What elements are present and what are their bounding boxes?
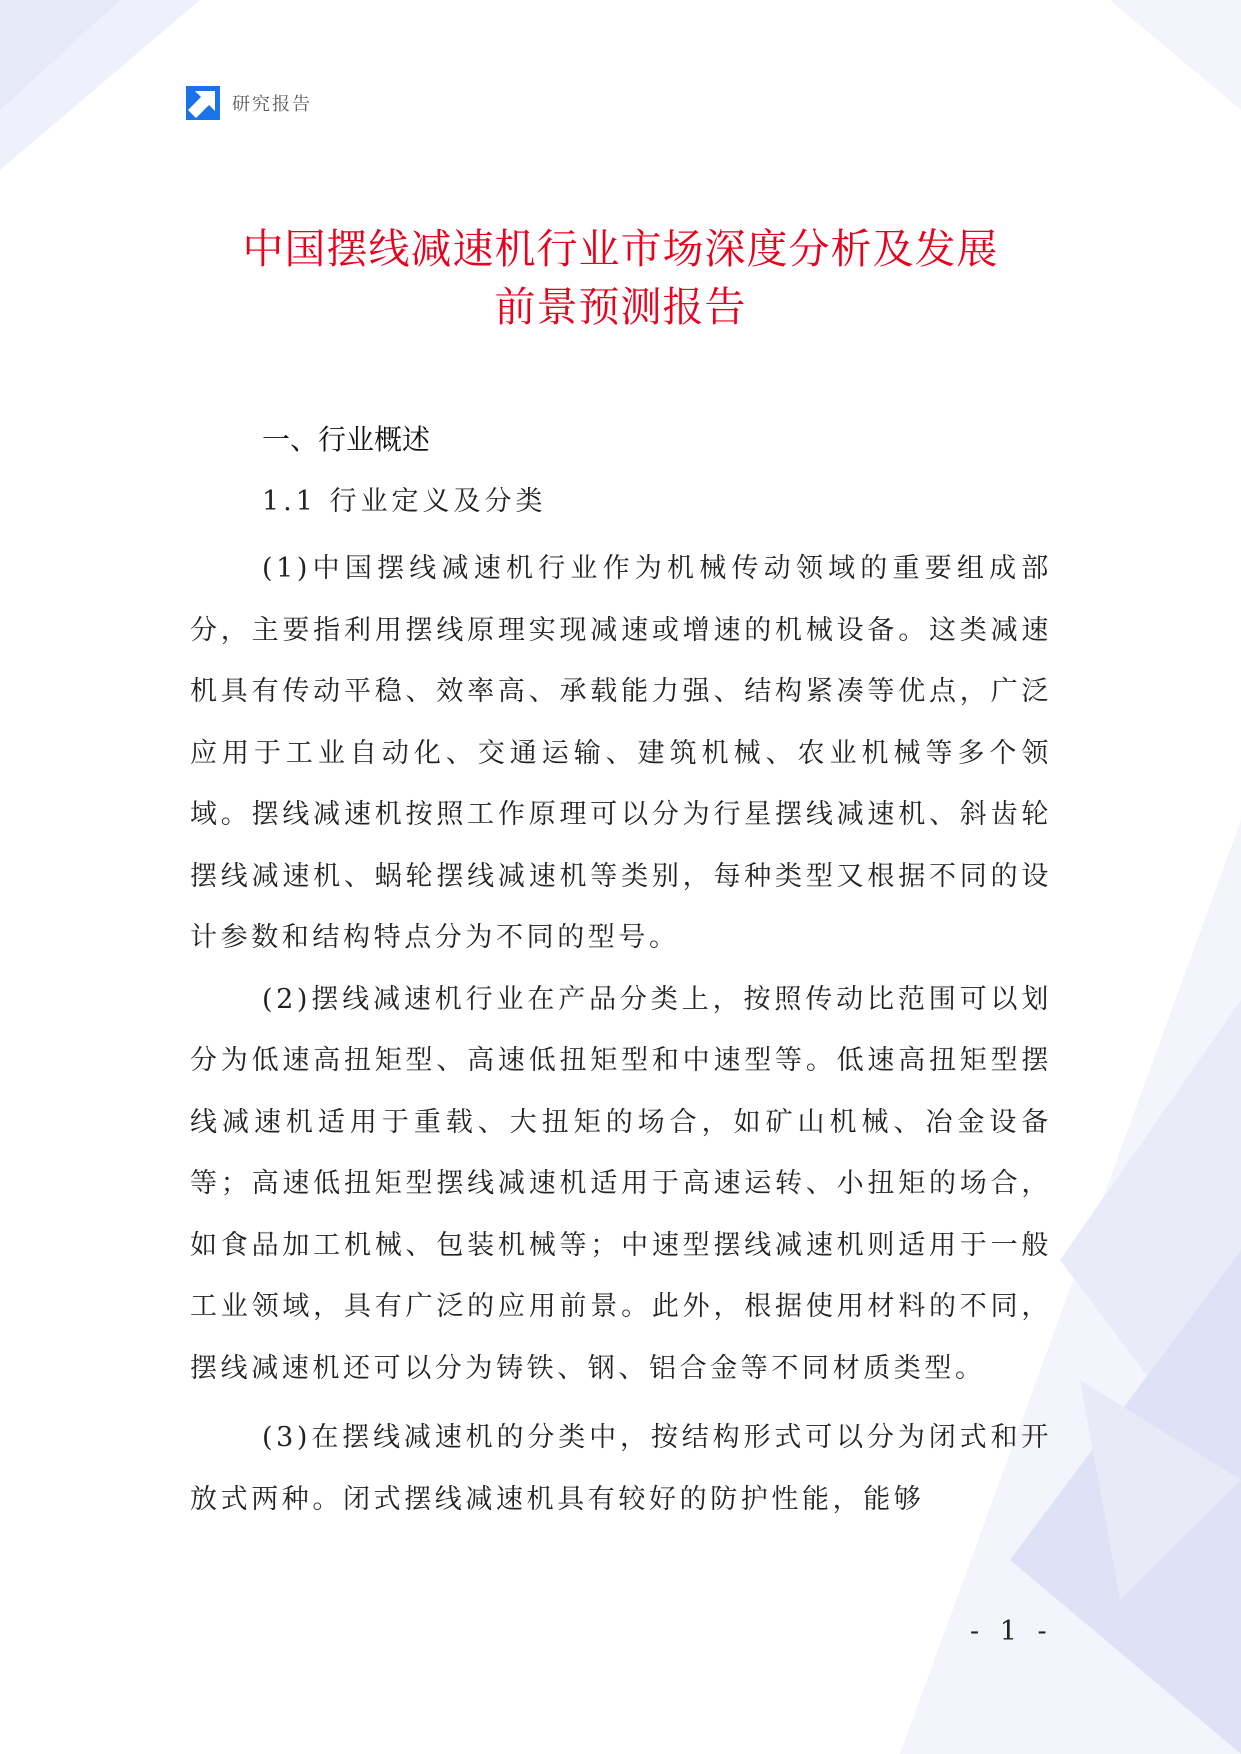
page-number: - 1 - — [970, 1616, 1053, 1647]
paragraph-3: (3)在摆线减速机的分类中，按结构形式可以分为闭式和开放式两种。闭式摆线减速机具有较好的防护性能，能够 — [190, 1422, 1052, 1515]
header-label: 研究报告 — [232, 94, 312, 115]
document-body — [190, 416, 1052, 1530]
subsection-heading: 1.1 行业定义及分类 — [262, 486, 547, 517]
report-header — [186, 86, 312, 120]
section-heading: 一、行业概述 — [262, 423, 431, 456]
report-title — [150, 220, 1091, 336]
title-line-2: 前景预测报告 — [494, 283, 747, 331]
arrow-up-right-icon — [186, 86, 220, 120]
paragraph-1: (1)中国摆线减速机行业作为机械传动领域的重要组成部分，主要指利用摆线原理实现减速或增速的机械设备。这类减速机具有传动平稳、效率高、承载能力强、结构紧凑等优点，广泛应用于工业自动化、交通运输、建筑机械、农业机械等多个领域。摆线减速机按照工作原理可以分为行星摆线减速机、斜齿轮摆线减速机、蜗轮摆线减速机等类别，每种类型又根据不同的设计参数和结构特点分为不同的型号。 — [190, 553, 1052, 953]
paragraph-2: (2)摆线减速机行业在产品分类上，按照传动比范围可以划分为低速高扭矩型、高速低扭矩型和中速型等。低速高扭矩型摆线减速机适用于重载、大扭矩的场合，如矿山机械、冶金设备等；高速低扭矩型摆线减速机适用于高速运转、小扭矩的场合，如食品加工机械、包装机械等；中速型摆线减速机则适用于一般工业领域，具有广泛的应用前景。此外，根据使用材料的不同，摆线减速机还可以分为铸铁、钢、铝合金等不同材质类型。 — [190, 983, 1052, 1384]
title-line-1: 中国摆线减速机行业市场深度分析及发展 — [242, 225, 999, 273]
